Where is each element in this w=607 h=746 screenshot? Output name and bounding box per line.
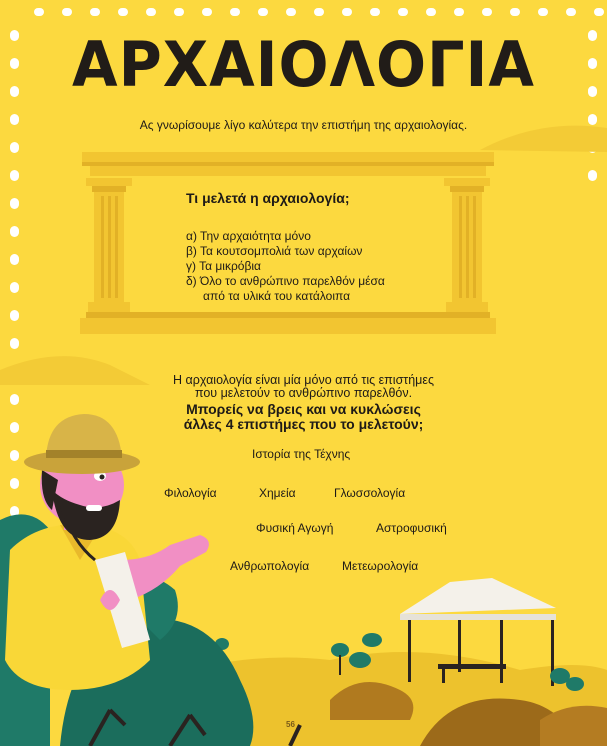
word-meteorology[interactable]: Μετεωρολογία	[342, 559, 419, 573]
activity-intro-line-1: Η αρχαιολογία είναι μία μόνο από τις επιστήμες	[173, 373, 434, 387]
quiz-option-b[interactable]: β) Τα κουτσομπολιά των αρχαίων	[186, 244, 363, 258]
word-physical-education[interactable]: Φυσική Αγωγή	[256, 521, 334, 535]
word-philology[interactable]: Φιλολογία	[164, 486, 217, 500]
quiz-option-a[interactable]: α) Την αρχαιότητα μόνο	[186, 229, 311, 243]
page-title: ΑΡΧΑΙΟΛΟΓΙΑ	[72, 28, 535, 101]
page-number: 56	[286, 720, 295, 729]
quiz-option-d[interactable]: δ) Όλο το ανθρώπινο παρελθόν μέσα	[186, 274, 385, 288]
activity-instruction-line-2: άλλες 4 επιστήμες που το μελετούν;	[183, 416, 424, 432]
word-art-history[interactable]: Ιστορία της Τέχνης	[252, 447, 351, 461]
word-chemistry[interactable]: Χημεία	[259, 486, 296, 500]
page-subtitle: Ας γνωρίσουμε λίγο καλύτερα την επιστήμη της αρχαιολογίας.	[139, 118, 468, 132]
word-astrophysics[interactable]: Αστροφυσική	[376, 521, 447, 535]
word-anthropology[interactable]: Ανθρωπολογία	[230, 559, 310, 573]
activity-intro-line-2: που μελετούν το ανθρώπινο παρελθόν.	[194, 386, 413, 400]
quiz-option-c[interactable]: γ) Τα μικρόβια	[186, 259, 261, 273]
activity-instruction-line-1: Μπορείς να βρεις και να κυκλώσεις	[186, 401, 421, 417]
quiz-option-d-continuation: από τα υλικά του κατάλοιπα	[203, 289, 351, 303]
tent-illustration	[400, 578, 556, 686]
word-linguistics[interactable]: Γλωσσολογία	[334, 486, 406, 500]
quiz-question: Τι μελετά η αρχαιολογία;	[186, 190, 350, 206]
bush-illustration	[190, 633, 584, 691]
